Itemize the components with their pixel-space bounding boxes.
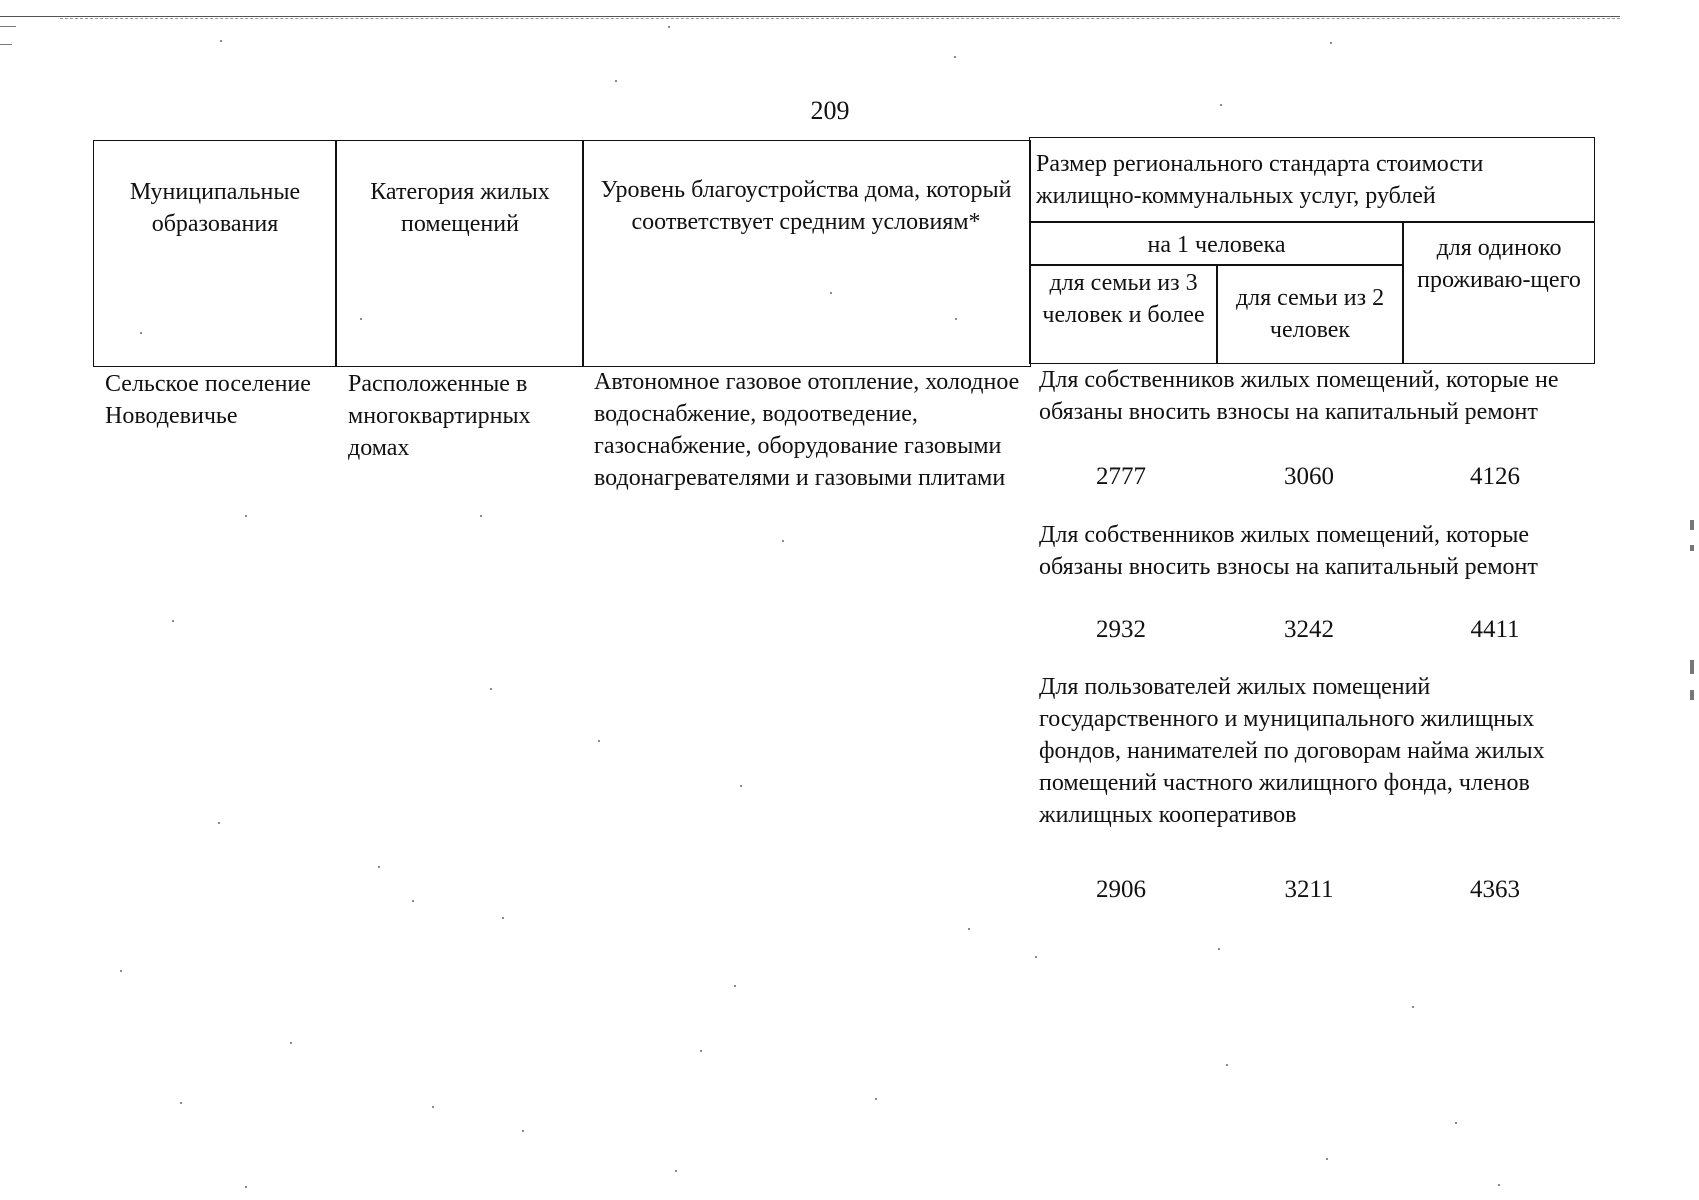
group-1-family3-value: 2777 <box>1096 463 1146 490</box>
group-3-family2-value: 3211 <box>1284 876 1334 903</box>
header-family2-label: для семьи из 2 человек <box>1235 285 1385 343</box>
group-2-family3-value: 2932 <box>1096 616 1146 643</box>
page-number: 209 <box>810 96 850 125</box>
header-single-label: для одиноко проживаю-щего <box>1417 235 1581 293</box>
group-2-family2-value: 3242 <box>1284 616 1334 643</box>
header-per-person-label: на 1 человека <box>1147 232 1286 258</box>
header-level-label: Уровень благоустройства дома, который соответствует средним условиям* <box>600 177 1012 235</box>
group-3-family3-value: 2906 <box>1096 876 1146 903</box>
header-category-label: Категория жилых помещений <box>370 179 550 237</box>
group-1-label: Для собственников жилых помещений, которые не обязаны вносить взносы на капитальный ремонт <box>1039 367 1559 425</box>
row-level: Автономное газовое отопление, холодное водоснабжение, водоотведение, газоснабжение, оборудование газовыми водонагревателями и газовыми плитами <box>594 369 1020 491</box>
row-category: Расположенные в многоквартирных домах <box>348 371 531 461</box>
header-family3-label: для семьи из 3 человек и более <box>1042 270 1205 328</box>
group-1-family2-value: 3060 <box>1284 463 1334 490</box>
group-3-single-value: 4363 <box>1470 876 1520 903</box>
header-municipal-label: Муниципальные образования <box>129 179 301 237</box>
scan-edge-mark <box>0 44 12 45</box>
row-municipality: Сельское поселение Новодевичье <box>105 371 311 429</box>
scan-top-border <box>0 16 1620 17</box>
scan-edge-mark <box>0 26 16 27</box>
group-3-label: Для пользователей жилых помещений государственного и муниципального жилищных фондов, нанимателей по договорам найма жилых помещений частного жилищного фонда, членов жилищных кооперативов <box>1039 674 1545 828</box>
group-2-single-value: 4411 <box>1470 616 1520 643</box>
scan-top-border-dashed <box>60 18 1620 19</box>
header-cell-municipal <box>93 140 337 367</box>
group-2-label: Для собственников жилых помещений, которые обязаны вносить взносы на капитальный ремонт <box>1039 522 1538 580</box>
group-1-single-value: 4126 <box>1470 463 1520 490</box>
header-size-label: Размер регионального стандарта стоимости жилищно-коммунальных услуг, рублей <box>1036 151 1484 209</box>
header-cell-category <box>335 140 584 367</box>
